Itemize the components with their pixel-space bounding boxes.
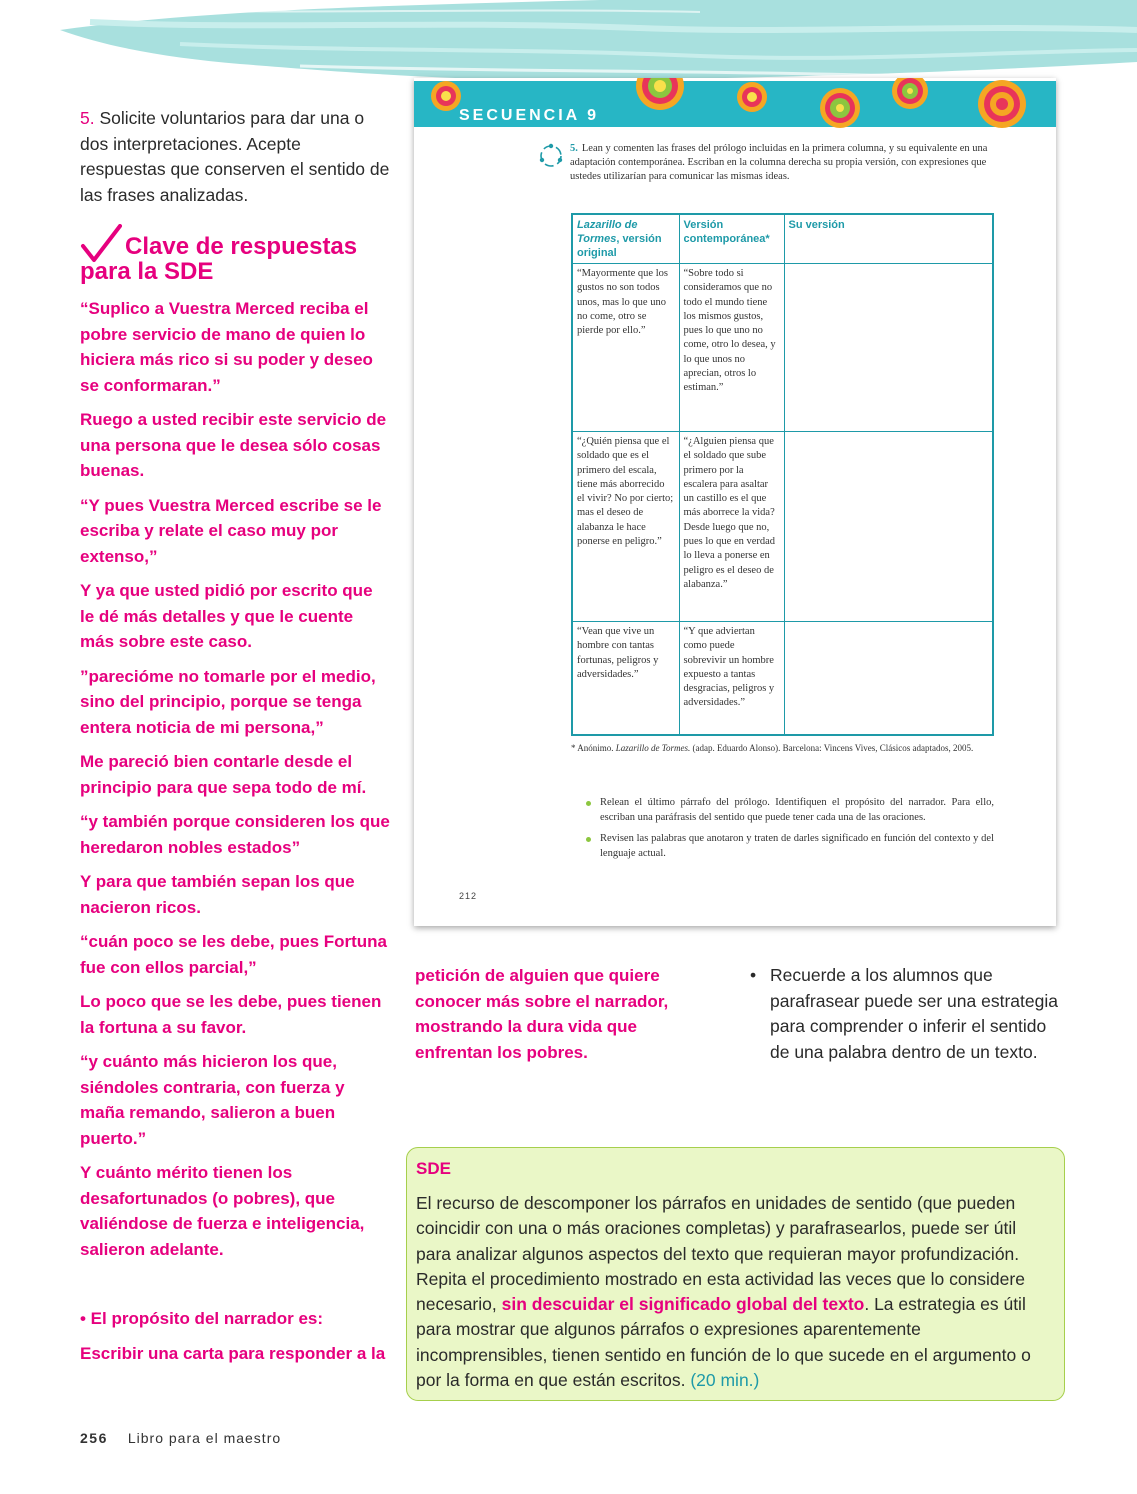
header-su-version: Su versión — [784, 214, 993, 264]
purpose-heading: • El propósito del narrador es: — [80, 1309, 324, 1328]
cell-su-version — [784, 264, 993, 432]
sde-text-after: . La estrategia es útil para mostrar que algunos párrafos o expresiones aparentemente incomprensibles, tienen sentido en función de lo que sucede en el argumento o por la forma en que están escritos. — [416, 1294, 1031, 1391]
intro-text: Solicite voluntarios para dar una o dos interpretaciones. Acepte respuestas que conserven el sentido de las frases analizadas. — [80, 108, 390, 205]
cell-original: “Mayormente que los gustos no son todos unos, mas lo que uno no come, otro se pierde por ello.” — [572, 264, 679, 432]
cell-original: “Vean que vive un hombre con tantas fortunas, peligros y adversidades.” — [572, 622, 679, 735]
comparison-table — [571, 213, 994, 736]
answer-paraphrase: Ruego a usted recibir este servicio de una persona que le desea sólo cosas buenas. — [80, 410, 387, 480]
answer-paraphrase: Y para que también sepan los que nacieron ricos. — [80, 872, 355, 917]
answer-paraphrase: Lo poco que se les debe, pues tienen la fortuna a su favor. — [80, 992, 382, 1037]
book-instruction — [570, 142, 994, 184]
book-bullet-list — [586, 796, 994, 868]
answer-quote: ”parecióme no tomarle por el medio, sino del principio, porque se tenga entera noticia de mi persona,” — [80, 666, 376, 737]
group-activity-icon — [538, 143, 564, 169]
table-row — [572, 264, 993, 432]
answer-key-title-line1: Clave de respuestas — [125, 233, 358, 260]
left-column — [80, 106, 390, 1375]
checkmark-icon — [80, 224, 122, 266]
list-item — [586, 796, 994, 825]
student-book-page-image — [414, 78, 1056, 926]
cell-original: “¿Quién piensa que el soldado que es el primero del escala, tiene más aborrecido el vivir? No por cierto; mas el deseo de alabanza le hace ponerse en peligro.” — [572, 432, 679, 622]
header-contemporanea: Versión contemporánea* — [679, 214, 784, 264]
bullet-text: Relean el último párrafo del prólogo. Identifiquen el propósito del narrador. Para ello, escriban una paráfrasis del sentido que puede tener cada una de las oraciones. — [600, 797, 994, 823]
book-instruction-number: 5. — [570, 143, 578, 154]
table-row — [572, 622, 993, 735]
answer-key-heading — [80, 234, 390, 284]
table-footnote — [571, 741, 994, 756]
table-row — [572, 432, 993, 622]
answer-quote: “Suplico a Vuestra Merced reciba el pobre servicio de mano de quien lo hiciera más rico si su poder y deseo se conformaran.” — [80, 299, 373, 395]
page-footer — [80, 1430, 281, 1446]
teacher-tip-text: Recuerde a los alumnos que parafrasear puede ser una estrategia para comprender o inferir el sentido de una palabra dentro de un texto. — [770, 965, 1058, 1062]
header-original-rest: , versión original — [577, 233, 662, 259]
purpose-text-continuation: petición de alguien que quiere conocer más sobre el narrador, mostrando la dura vida que enfrentan los pobres. — [415, 966, 669, 1062]
purpose-text-start: Escribir una carta para responder a la — [80, 1343, 386, 1363]
cell-su-version — [784, 622, 993, 735]
sde-text — [416, 1191, 1056, 1393]
cell-contemporanea: “Y que adviertan como puede sobrevivir un hombre expuesto a tantas desgracias, peligros y adversidades.” — [679, 622, 784, 735]
table-header-row — [572, 214, 993, 264]
cell-contemporanea: “¿Alguien piensa que el soldado que sube primero por la escalera para asaltar un castillo es el que más aborrece la vida? Desde luego que no, pues lo que en verdad lo lleva a ponerse en peligro es el deseo de alabanza.” — [679, 432, 784, 622]
cell-su-version — [784, 432, 993, 622]
sde-highlight: sin descuidar el significado global del texto — [501, 1294, 865, 1315]
answer-quote: “y cuánto más hicieron los que, siéndoles contraria, con fuerza y maña remando, salieron a buen puerto.” — [80, 1052, 345, 1148]
book-name: Libro para el maestro — [127, 1430, 282, 1446]
answer-key-title-line2: para la SDE — [80, 258, 214, 285]
intro-number: 5. — [80, 108, 95, 128]
brush-stroke-decoration — [0, 0, 1137, 90]
bullet-icon: • — [750, 965, 757, 985]
intro-paragraph — [80, 106, 390, 208]
list-item — [586, 832, 994, 861]
header-original — [572, 214, 679, 264]
sde-title: SDE — [416, 1159, 451, 1178]
sde-text-before: El recurso de descomponer los párrafos en unidades de sentido (que pueden coincidir con una o más oraciones completas) y parafrasearlos, puede ser útil para analizar algunos aspectos del texto que requieran mayor profundización. Repita el procedimiento mostrado en esta actividad las veces que lo considere necesario, — [416, 1193, 1025, 1315]
book-page-number: 212 — [459, 891, 478, 901]
book-instruction-text: Lean y comenten las frases del prólogo incluidas en la primera columna, y su equivalente en una adaptación contemporánea. Escriban en la columna derecha su propia versión, con expresiones que ustedes utilizarían para comunicar las mismas ideas. — [570, 143, 988, 182]
answer-paraphrase: Y ya que usted pidió por escrito que le dé más detalles y que le cuente más sobre este caso. — [80, 581, 373, 651]
sde-box — [406, 1147, 1065, 1401]
bullet-dot-icon — [586, 837, 591, 842]
bullet-dot-icon — [586, 801, 591, 806]
sequence-title: SECUENCIA 9 — [459, 107, 599, 124]
footnote-rest: (adap. Eduardo Alonso). Barcelona: Vincens Vives, Clásicos adaptados, 2005. — [692, 743, 974, 753]
answer-paraphrase: Y cuánto mérito tienen los desafortunados (o pobres), que valiéndose de fuerza e inteligencia, salieron adelante. — [80, 1163, 365, 1259]
teacher-tip — [750, 963, 1060, 1065]
page-number: 256 — [80, 1430, 108, 1446]
footnote-title: Lazarillo de Tormes. — [615, 743, 691, 753]
cell-contemporanea: “Sobre todo si consideramos que no todo el mundo tiene los mismos gustos, pues lo que uno no come, otro lo desea, y lo que unos no aprecian, otros lo estiman.” — [679, 264, 784, 432]
answer-quote: “cuán poco se les debe, pues Fortuna fue con ellos parcial,” — [80, 932, 388, 977]
footnote-prefix: * Anónimo. — [571, 743, 614, 753]
answer-quote: “y también porque consideren los que heredaron nobles estados” — [80, 812, 390, 857]
answer-quote: “Y pues Vuestra Merced escribe se le escriba y relate el caso muy por extenso,” — [80, 495, 382, 566]
bullet-text: Revisen las palabras que anotaron y traten de darles significado en función del contexto y del lenguaje actual. — [600, 833, 994, 859]
header-original-title: Lazarillo de Tormes — [577, 219, 638, 245]
answer-paraphrase: Me pareció bien contarle desde el principio para que sepa todo de mí. — [80, 752, 367, 797]
sde-time: (20 min.) — [690, 1370, 760, 1391]
